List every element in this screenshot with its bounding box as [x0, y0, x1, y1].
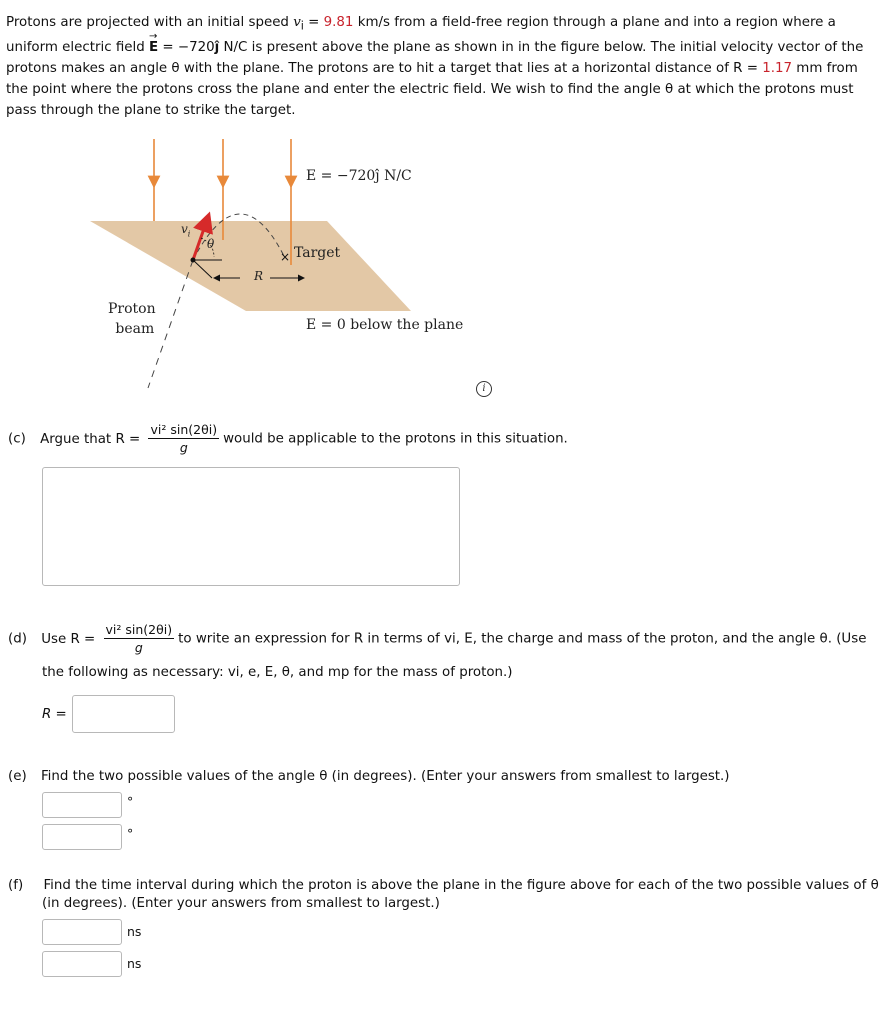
problem-statement [6, 12, 884, 121]
part-f-label: (f) [8, 878, 24, 893]
part-e-label: (e) [8, 769, 27, 784]
part-e-answer-1[interactable] [42, 792, 122, 818]
plane [90, 221, 411, 311]
figure-svg [0, 120, 894, 400]
info-icon[interactable]: i [476, 381, 492, 397]
target-mark: × [280, 250, 291, 264]
problem-line-2: uniform electric field → E = −720ĵ N/C is present above the plane as shown in in the figure below. The initial velocity vector of the [6, 37, 884, 58]
problem-line-5: pass through the plane to strike the target. [6, 102, 296, 118]
distance-value: 1.17 [762, 60, 793, 76]
problem-line-3: protons makes an angle θ with the plane. The protons are to hit a target that lies at a horizontal distance of R = 1.17 mm from [6, 60, 858, 76]
part-f-unit-2: ns [127, 956, 142, 971]
part-d-answer-label: R = [42, 707, 67, 722]
speed-value: 9.81 [323, 15, 354, 30]
part-d: (d) Use R = $\frac{\text{vi² sin(2θi)}}{g}$ to write an expression for R in terms of vi, E, the charge and mass of the proton, and the angle θ. (Use [8, 622, 867, 655]
problem-line-1: Protons are projected with an initial speed $v_i = 9.81$ km/s from a field-free region through a plane and into a region where a [6, 15, 836, 33]
part-f-line-2: (in degrees). (Enter your answers from smallest to largest.) [42, 896, 440, 911]
part-d-answer-input[interactable] [72, 695, 175, 733]
below-plane-label: E = 0 below the plane [306, 317, 464, 333]
part-c-answer-textarea[interactable] [42, 467, 460, 586]
part-f: (f) Find the time interval during which the proton is above the plane in the figure above for each of the two possible values of θ [8, 878, 879, 893]
part-e-unit-1: ° [127, 794, 134, 809]
target-label: Target [294, 245, 341, 261]
part-e: (e) Find the two possible values of the angle θ (in degrees). (Enter your answers from smallest to largest.) [8, 769, 730, 784]
field-label: E = −720ĵ N/C [306, 168, 412, 184]
range-label: R [254, 269, 264, 283]
part-f-answer-2[interactable] [42, 951, 122, 977]
part-e-answer-2[interactable] [42, 824, 122, 850]
part-c-fraction: $\frac{\text{vi² sin(2θi)}}{g}$ [150, 422, 218, 455]
problem-line-4: the point where the protons cross the plane and enter the electric field. We wish to find the angle θ at which the protons must [6, 81, 854, 97]
part-f-answer-1[interactable] [42, 919, 122, 945]
part-d-fraction: $\frac{\text{vi² sin(2θi)}}{g}$ [105, 622, 173, 655]
part-e-unit-2: ° [127, 826, 134, 841]
part-c: (c) Argue that R = $\frac{\text{vi² sin(2θi)}}{g}$ would be applicable to the protons in this situation. [8, 422, 568, 455]
theta-label: θ [207, 237, 215, 251]
part-d-label: (d) [8, 631, 27, 647]
part-c-label: (c) [8, 431, 26, 447]
beam-label: Proton beam [108, 301, 156, 337]
vi-label: $v_i$ [181, 222, 191, 239]
part-f-unit-1: ns [127, 924, 142, 939]
physics-figure [0, 120, 894, 400]
part-d-line-2: the following as necessary: vi, e, E, θ, and mp for the mass of proton.) [42, 665, 513, 680]
